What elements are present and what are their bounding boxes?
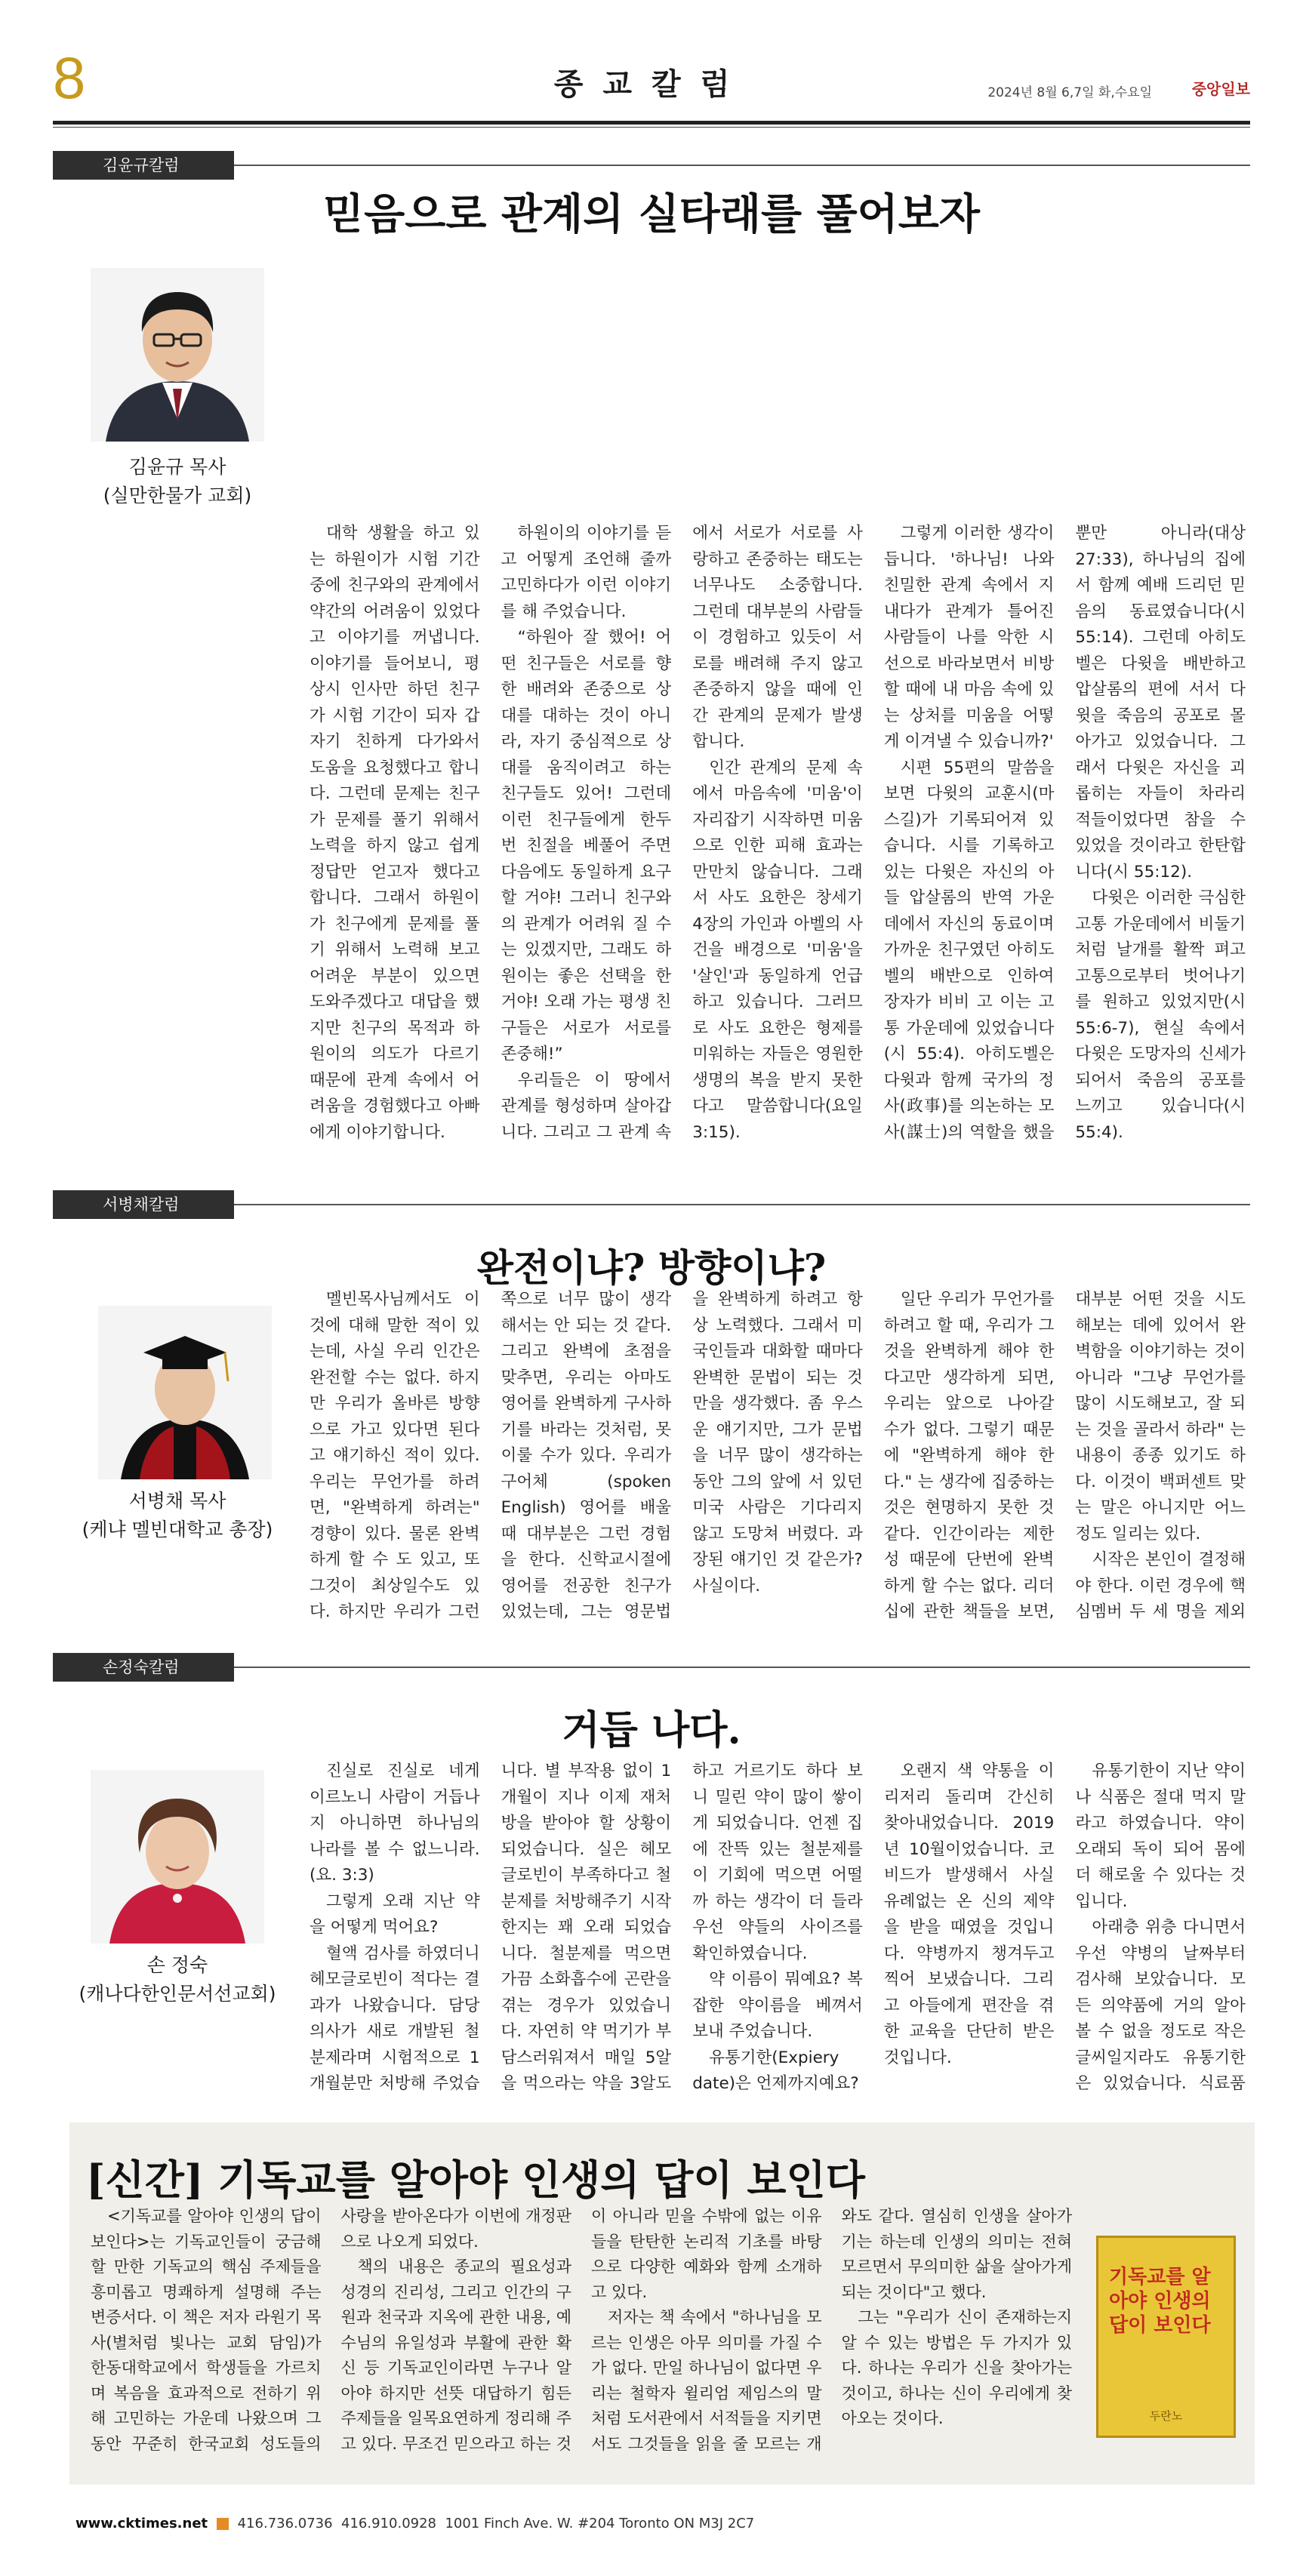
paragraph: 인간 관계의 문제 속에서 마음속에 '미움'이 자리잡기 시작하면 미움으로 인한 피해 효과는 만만치 않습니다. 그래서 사도 요한은 창세기 4장의 가인과 아벨의 사건을 배경으로 '미움'을 '살인'과 동일하게 언급하고 있습니다. 그러므로 사도 요한은 형제를 미워하는 자들은 영원한 생명의 복을 받지 못한다고 말씀합니다(요일 3:15).	[692, 758, 863, 1142]
book-cover-publisher: 두란노	[1149, 2409, 1183, 2423]
masthead-rule	[53, 121, 1250, 125]
paragraph: “하원아 잘 했어! 어떤 친구들은 서로를 향한 배려와 존중으로 상대를 대하는 것이 아니라, 자기 중심적으로 상대를 움직이려고 하는 친구들도 있어! 그런데 이런 친구들에게 한두 번 친절을 베풀어 주면 다음에도 동일하게 요구할 거야! 그러니 친구와의 관계가 어려워 질 수는 있겠지만, 그래도 하원이는 좋은 선택을 한 거야! 오래 가는 평생 친구들은 서로가 서로를 존중해!”	[501, 628, 672, 1063]
column-rule-1	[234, 165, 1250, 166]
footer-phone-1: 416.736.0736	[237, 2516, 333, 2531]
issue-date: 2024년 8월 6,7일 화,수요일	[987, 85, 1152, 100]
column-text-flow	[310, 1759, 1246, 2106]
book-body	[91, 2204, 1072, 2476]
paragraph: 혈액 검사를 하였더니 헤모글로빈이 적다는 결과가 나왔습니다. 담당의사가 새로 개발된 철분제라며 시험적으로 1개월분만 처방해 주었습니다. 별 부작용 없이 1개월이 지나 이제 재처방을 받아야 할 상황이 되었습니다. 실은 헤모글로빈이 부족하다고 철분제를 처방해주기 시작한지는 꽤 오래 되었습니다. 철분제를 먹으면 가끔 소화흡수에 곤란을 겪는 경우가 있었습니다. 자연히 약 먹기가 부담스러워져서 매일 5알을 먹으라는 약을 3알도 하고 거르기도 하다 보니 밀린 약이 많이 쌓이게 되었습니다. 언젠 집에 잔뜩 있는 철분제를 이 기회에 먹으면 어떨까 하는 생각이 더 들라 우선 약들의 사이즈를 확인하였습니다.	[310, 1762, 863, 2093]
author-affiliation-2: (케냐 멜빈대학교 총장)	[82, 1519, 273, 1540]
masthead-rule-thin	[53, 127, 1250, 128]
author-name-1: 김윤규 목사	[128, 456, 226, 478]
column-body-1	[60, 521, 1246, 1155]
column-rule-2	[234, 1204, 1250, 1205]
footer-phone-2: 416.910.0928	[341, 2516, 436, 2531]
column-tag-1: 김윤규칼럼	[53, 151, 234, 180]
column-body-3	[60, 1759, 1246, 2106]
footer-website[interactable]: www.cktimes.net	[75, 2516, 208, 2531]
paragraph: 대학 생활을 하고 있는 하원이가 시험 기간 중에 친구와의 관계에서 약간의 어려움이 있었다고 이야기를 꺼냅니다. 이야기를 들어보니, 평상시 인사만 하던 친구가 시험 기간이 되자 갑자기 친하게 다가와서 도움을 요청했다고 합니다. 그런데 문제는 친구가 문제를 풀기 위해서 노력을 하지 않고 쉽게 정답만 얻고자 했다고 합니다. 그래서 하원이가 친구에게 문제를 풀기 위해서 노력해 보고 어려운 부분이 있으면 도와주겠다고 대답을 했지만 친구의 목적과 하원이의 의도가 다르기 때문에 관계 속에서 어려움을 경험했다고 아빠에게 이야기합니다.	[310, 524, 480, 1142]
paragraph: 그렇게 오래 지난 약을 어떻게 먹어요?	[310, 1891, 480, 1937]
author-name-3: 손 정숙	[146, 1954, 208, 1976]
footer	[75, 2516, 754, 2531]
column-body-2	[60, 1287, 1246, 1630]
paragraph: 유통기한(Expiery date)은 언제까지예요?	[692, 2048, 859, 2093]
paragraph: 다윗은 이러한 극심한 고통 가운데에서 비둘기처럼 날개를 활짝 펴고 고통으로부터 벗어나기를 원하고 있었지만(시 55:6-7), 현실 속에서 다윗은 도망자의 신세가 되어서 죽음의 공포를 느끼고 있습니다(시 55:4).	[1075, 888, 1246, 1142]
paragraph: 하원이의 이야기를 듣고 어떻게 조언해 줄까 고민하다가 이런 이야기를 해 주었습니다.	[501, 524, 672, 621]
column-rule-3	[234, 1667, 1250, 1668]
paragraph: 그렇게 이러한 생각이 듭니다. '하나님! 나와 친밀한 관계 속에서 지내다가 관계가 틀어진 사람들이 나를 악한 시선으로 바라보면서 비방할 때에 내 마음 속에 있는 상처를 미움을 어떻게 이겨낼 수 있습니까?'	[883, 524, 1055, 751]
headline-1: 믿음으로 관계의 실타래를 풀어보자	[323, 189, 980, 239]
masthead	[53, 47, 1250, 116]
book-paragraph: 책의 내용은 종교의 필요성과 성경의 진리성, 그리고 인간의 구원과 천국과 지옥에 관한 내용, 예수님의 유일성과 부활에 관한 확신 등 기독교인이라면 누구나 알아야 하지만 선뜻 대답하기 힘든 주제들을 일목요연하게 정리해 주고 있다. 무조건 믿으라고 하는 것이 아니라 믿을 수밖에 없는 이유들을 탄탄한 논리적 기초를 바탕으로 다양한 예화와 함께 소개하고 있다.	[340, 2207, 822, 2453]
book-cover-image	[1096, 2236, 1236, 2438]
phone-icon	[217, 2518, 229, 2530]
book-paragraph: 저자는 책 속에서 "하나님을 모르는 인생은 아무 의미를 가질 수가 없다. 만일 하나님이 없다면 우리는 철학자 윌리엄 제임스의 말처럼 도서관에서 서적들을 지키면서도 그것들을 읽을 줄 모르는 개와도 같다. 열심히 인생을 살아가기는 하는데 인생의 의미는 전혀 모르면서 무의미한 삶을 살아가게 되는 것이다"고 했다.	[591, 2207, 1072, 2453]
headline-3: 거듭 나다.	[562, 1707, 741, 1753]
book-paragraph: 그는 "우리가 신이 존재하는지 알 수 있는 방법은 두 가지가 있다. 하나는 우리가 신을 찾아가는 것이고, 하나는 신이 우리에게 찾아오는 것이다.	[841, 2308, 1072, 2427]
author-photo-kim	[91, 268, 264, 442]
new-book-box	[69, 2122, 1255, 2485]
paragraph: 멜빈목사님께서도 이것에 대해 말한 적이 있는데, 사실 우리 인간은 완전할 수는 없다. 하지만 우리가 올바른 방향으로 가고 있다면 된다고 얘기하신 적이 있다. 우리는 무언가를 하려면, "완벽하게 하려는" 경향이 있다. 물론 완벽하게 할 수 도 있고, 또 그것이 최상일수도 있다. 하지만 우리가 그런 쪽으로 너무 많이 생각해서는 안 되는 것 같다. 그리고 완벽에 초점을 맞추면, 우리는 아마도 영어를 완벽하게 구사하기를 바라는 것처럼, 못 이룰 수가 있다. 우리가 구어체 (spoken English) 영어를 배울 때 대부분은 그런 경험을 한다. 신학교시절에 영어를 전공한 친구가 있었는데, 그는 영문법을 완벽하게 하려고 항상 노력했다. 그래서 미국인들과 대화할 때마다 완벽한 문법이 되는 것만을 생각했다. 좀 우스운 얘기지만, 그가 문법을 너무 많이 생각하는 동안 그의 앞에 서 있던 미국 사람은 기다리지 않고 도망쳐 버렸다. 과장된 얘기인 것 같은가? 사실이다.	[310, 1290, 863, 1621]
newspaper-logo: 중앙일보	[1191, 80, 1250, 98]
footer-address: 1001 Finch Ave. W. #204 Toronto ON M3J 2C7	[445, 2516, 755, 2531]
paragraph: 오랜지 색 약통을 이리저리 돌리며 간신히 찾아내었습니다. 2019년 10월이었습니다. 코비드가 발생해서 사실 유례없는 온 신의 제약을 받을 때였을 것입니다. 약병까지 챙겨두고 찍어 보냈습니다. 그리고 아들에게 편잔을 겪한 교육을 단단히 받은 것입니다.	[883, 1762, 1055, 2067]
paragraph: 시편 55편의 말씀을 보면 다윗의 교훈시(마스길)가 기록되어져 있습니다. 시를 기록하고 있는 다윗은 자신의 아들 압살롬의 반역 가운데에서 자신의 동료이며 가까운 친구였던 아히도벨의 배반으로 인하여 장자가 비비 고 이는 고통 가운데에 있었습니다(시 55:4). 아히도벨은 다윗과 함께 국가의 정사(政事)를 의논하는 모사(謀士)의 역할을 했을 뿐만 아니라(대상 27:33), 하나님의 집에서 함께 예배 드리던 믿음의 동료였습니다(시 55:14). 그런데 아히도벨은 다윗을 배반하고 압살롬의 편에 서서 다윗을 죽음의 공포로 몰아가고 있었습니다. 그래서 다윗은 자신을 괴롭히는 자들이 차라리 적들이었다면 참을 수 있었을 것이라고 한탄합니다(시 55:12).	[883, 524, 1246, 1142]
page-number: 8	[53, 45, 86, 111]
column-text-flow	[310, 1287, 1246, 1630]
column-tag-2: 서병채칼럼	[53, 1190, 234, 1219]
author-affiliation-1: (실만한물가 교회)	[103, 485, 252, 506]
column-tag-3: 손정숙칼럼	[53, 1653, 234, 1682]
headline-2: 완전이냐? 방향이냐?	[476, 1245, 827, 1290]
column-text-flow	[310, 521, 1246, 1155]
book-cover-title: 기독교를 알아야 인생의 답이 보인다	[1109, 2266, 1211, 2337]
paragraph: 유통기한이 지난 약이나 식품은 절대 먹지 말라고 하였습니다. 약이 오래되 독이 되어 몸에 더 해로울 수 있다는 것입니다.	[1075, 1762, 1246, 1911]
book-paragraph: <기독교를 알아야 인생의 답이 보인다>는 기독교인들이 궁금해 할 만한 기독교의 핵심 주제들을 흥미롭고 명쾌하게 설명해 주는 변증서다. 이 책은 저자 라원기 목사(별처럼 빛나는 교회 담임)가 한동대학교에서 학생들을 가르치며 복음을 효과적으로 전하기 위해 고민하는 가운데 나왔으며 그동안 꾸준히 한국교회 성도들의 사랑을 받아온다가 이번에 개정판으로 나오게 되었다.	[91, 2207, 571, 2453]
author-name-2: 서병채 목사	[128, 1490, 226, 1512]
paragraph: 시작은 본인이 결정해야 한다. 이런 경우에 핵심멤버 두 세 명을 제외	[1075, 1550, 1246, 1621]
paragraph: 아래층 위층 다니면서 우선 약병의 날짜부터 검사해 보았습니다. 모든 의약품에 거의 알아 볼 수 없을 정도로 작은 글씨일지라도 유통기한은 있었습니다. 식료품	[1075, 1918, 1246, 2093]
paragraph: 진실로 진실로 네게 이르노니 사람이 거듭나지 아니하면 하나님의 나라를 볼 수 없느니라. (요. 3:3)	[310, 1762, 480, 1885]
paragraph: 일단 우리가 무언가를 하려고 할 때, 우리가 그것을 완벽하게 해야 한다고만 생각하게 되면, 우리는 앞으로 나아갈 수가 없다. 그렇기 때문에 "완벽하게 해야 한다." 는 생각에 집중하는 것은 현명하지 못한 것 같다. 인간이라는 제한성 때문에 단번에 완벽하게 할 수는 없다. 리더십에 관한 책들을 보면, 대부분 어떤 것을 시도해보는 데에 있어서 완벽함을 이야기하는 것이 아니라 "그냥 무언가를 많이 시도해보고, 잘 되는 것을 골라서 하라" 는 내용이 종종 있기도 하다. 이것이 백퍼센트 맞는 말은 아니지만 어느 정도 일리는 있다.	[883, 1290, 1246, 1621]
paragraph: 우리들은 이 땅에서 관계를 형성하며 살아갑니다. 그리고 그 관계 속에서 서로가 서로를 사랑하고 존중하는 태도는 너무나도 소중합니다. 그런데 대부분의 사람들이 경험하고 있듯이 서로를 배려해 주지 않고 존중하지 않을 때에 인간 관계의 문제가 발생합니다.	[501, 524, 863, 1142]
author-affiliation-3: (캐나다한인문서선교회)	[79, 1983, 276, 2005]
paragraph: 약 이름이 뭐예요? 복잡한 약이름을 베껴서 보내 주었습니다.	[692, 1970, 863, 2041]
section-title: 종교칼럼	[553, 67, 750, 102]
book-headline: [신간] 기독교를 알아야 인생의 답이 보인다	[86, 2156, 865, 2204]
